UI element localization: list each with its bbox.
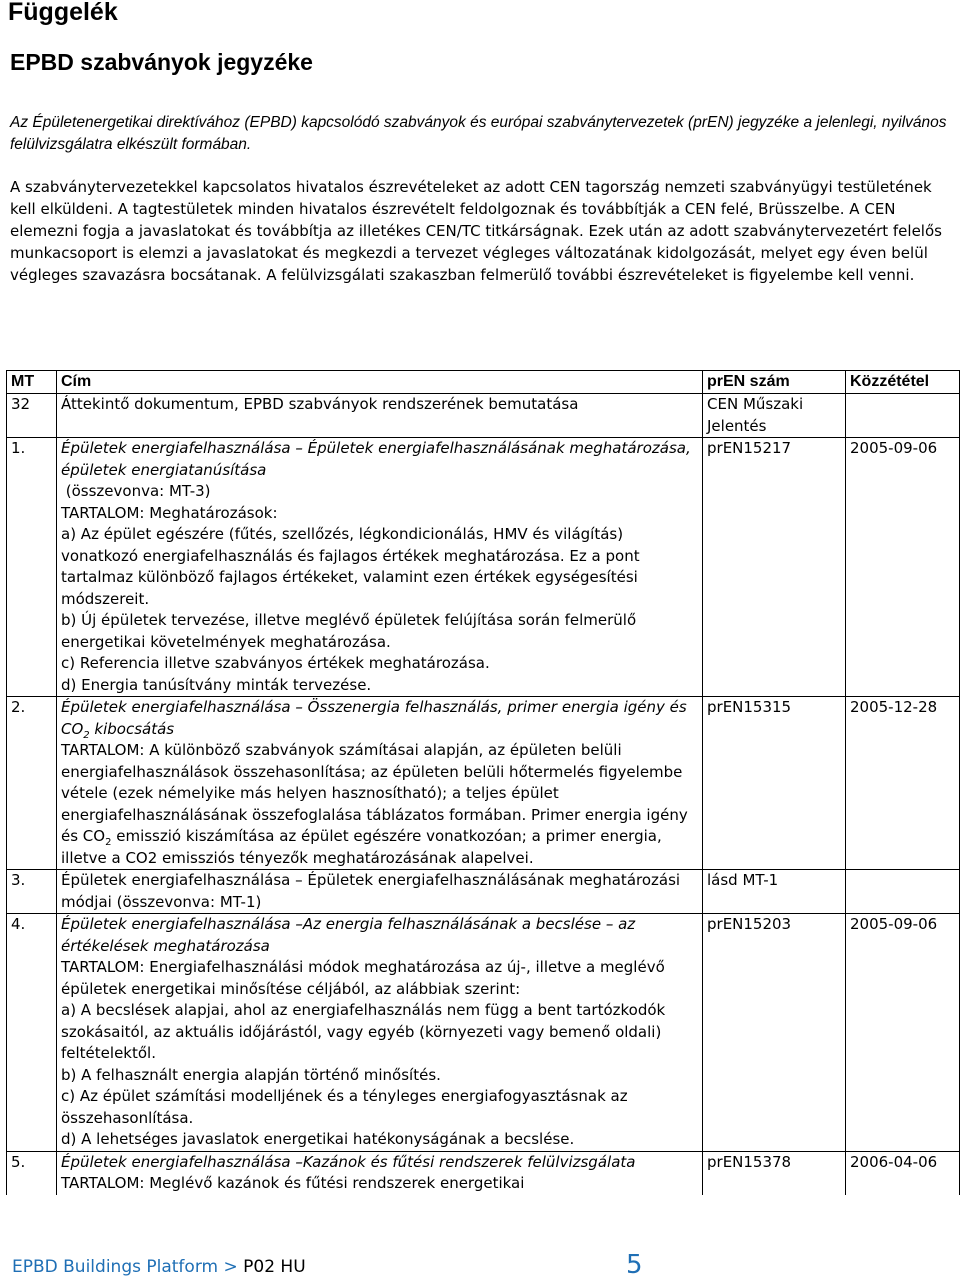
row-pren: prEN15203 [703, 914, 846, 1152]
row-title: Épületek energiafelhasználása –Az energia felhasználásának a becslése – az értékelések meghatározása [61, 915, 636, 955]
content-label: TARTALOM [61, 503, 140, 522]
table-row [7, 697, 960, 870]
row-date: 2005-12-28 [846, 697, 960, 870]
row-content: TARTALOM: A különböző szabványok számításai alapján, az épületen belüli energiafelhasználások összehasonlítása; az épületen belüli hőtermelés figyelembe vétele (ezek némelyike más helyen hasznosítható); a teljes épület energiafelhasználásának összefoglalása táblázatos formában. Primer energia igény és $CO_2$ emisszió kiszámítása az épület egészére vonatkozóan; a primer energia, illetve a CO2 emissziós tényezők meghatározásának alapelvei. [61, 741, 688, 867]
row-content-line: a) A becslések alapjai, ahol az energiafelhasználás nem függ a bent tartózkodók szokásaitól, az aktuális időjárástól, vagy egyéb (környezeti vagy bemenő oldali) feltételektől. [61, 1001, 666, 1062]
row-pren: lásd MT-1 [703, 870, 846, 914]
table-row [7, 1151, 960, 1195]
page-heading: Függelék [8, 0, 118, 26]
row-title: Áttekintő dokumentum, EPBD szabványok rendszerének bemutatása [57, 394, 703, 438]
row-date: 2005-09-06 [846, 914, 960, 1152]
table-header-row [7, 371, 960, 394]
row-title: Épületek energiafelhasználása – Összenergia felhasználás, primer energia igény és $CO_2$ kibocsátás [61, 698, 687, 741]
header-mt: MT [7, 371, 57, 394]
content-label: TARTALOM [61, 741, 140, 759]
row-date: 2006-04-06 [846, 1151, 960, 1195]
row-content-intro: TARTALOM: Meghatározások: [61, 503, 278, 522]
row-date: 2005-09-06 [846, 438, 960, 697]
standards-table [6, 370, 960, 1195]
row-description [57, 438, 703, 697]
row-content-line: b) Új épületek tervezése, illetve meglévő épületek felújítása során felmerülő energetikai követelmények meghatározása. [61, 611, 637, 651]
row-title: Épületek energiafelhasználása – Épületek energiafelhasználásának meghatározási módjai (összevonva: MT-1) [57, 870, 703, 914]
table-row [7, 394, 960, 438]
row-mt: 3. [7, 870, 57, 914]
row-mt: 32 [7, 394, 57, 438]
footer-code: P02 HU [243, 1257, 306, 1277]
content-label: TARTALOM [61, 1174, 140, 1192]
row-description [57, 1151, 703, 1195]
row-mt: 5. [7, 1151, 57, 1195]
footer-separator: > [223, 1257, 238, 1277]
page-subheading: EPBD szabványok jegyzéke [10, 49, 313, 75]
row-description [57, 697, 703, 870]
row-content-line: c) Az épület számítási modelljének és a tényleges energiafogyasztásnak az összehasonlítása. [61, 1087, 628, 1127]
row-pren: prEN15315 [703, 697, 846, 870]
row-mt: 1. [7, 438, 57, 697]
row-pren: CEN Műszaki Jelentés [703, 394, 846, 438]
table-row [7, 870, 960, 914]
row-mt: 2. [7, 697, 57, 870]
row-mt: 4. [7, 914, 57, 1152]
intro-paragraph: Az Épületenergetikai direktívához (EPBD) kapcsolódó szabványok és európai szabványtervezetek (prEN) jegyzéke a jelenlegi, nyilvános felülvizsgálatra elkészült formában. [10, 114, 947, 153]
row-title: Épületek energiafelhasználása –Kazánok és fűtési rendszerek felülvizsgálata [61, 1152, 636, 1171]
table-row [7, 438, 960, 697]
row-content-line: d) A lehetséges javaslatok energetikai hatékonyságának a becslése. [61, 1130, 575, 1148]
table-row [7, 914, 960, 1152]
row-description [57, 914, 703, 1152]
page-number: 5 [626, 1250, 643, 1280]
row-date [846, 870, 960, 914]
header-cim: Cím [57, 371, 703, 394]
body-paragraph: A szabványtervezetekkel kapcsolatos hivatalos észrevételeket az adott CEN tagország nemzeti szabványügyi testületének kell elküldeni. A tagtestületek minden hivatalos észrevételt feldolgoznak és továbbítják a CEN felé, Brüsszelbe. A CEN elemezni fogja a javaslatokat és továbbítja az illetékes CEN/TC titkárságnak. Ezek után az adott szabványtervezetért felelős munkacsoport is elemzi a javaslatokat és megkezdi a tervezet végleges változatának kidolgozását, melyet egy éven belül végleges szavazásra bocsátanak. A felülvizsgálati szakaszban felmerülő további észrevételeket is figyelembe kell venni. [10, 178, 942, 284]
row-content-line: d) Energia tanúsítvány minták tervezése. [61, 675, 372, 694]
page-footer [12, 1256, 306, 1278]
header-kozzetetel: Közzététel [846, 371, 960, 394]
row-pren: prEN15378 [703, 1151, 846, 1195]
row-content-intro: TARTALOM: Meglévő kazánok és fűtési rendszerek energetikai [61, 1174, 525, 1192]
row-content-line: b) A felhasznált energia alapján történő minősítés. [61, 1065, 441, 1084]
row-pren: prEN15217 [703, 438, 846, 697]
row-content-intro: TARTALOM: Energiafelhasználási módok meghatározása az új-, illetve a meglévő épületek energetikai minősítése céljából, az alábbiak szerint: [61, 958, 665, 998]
row-content-line: c) Referencia illetve szabványos értékek meghatározása. [61, 654, 490, 672]
header-pren: prEN szám [703, 371, 846, 394]
content-label: TARTALOM [61, 958, 140, 976]
footer-platform: EPBD Buildings Platform [12, 1257, 219, 1277]
row-date [846, 394, 960, 438]
row-title: Épületek energiafelhasználása – Épületek energiafelhasználásának meghatározása, épületek energiatanúsítása [61, 439, 691, 479]
row-content-line: a) Az épület egészére (fűtés, szellőzés, légkondicionálás, HMV és világítás) vonatkozó energiafelhasználás és fajlagos értékek meghatározása. Ez a pont tartalmaz különböző fajlagos értékeket, valamint ezen értékek egységesítési módszereit. [61, 525, 640, 608]
row-merge-note: (összevonva: MT-3) [61, 482, 211, 500]
